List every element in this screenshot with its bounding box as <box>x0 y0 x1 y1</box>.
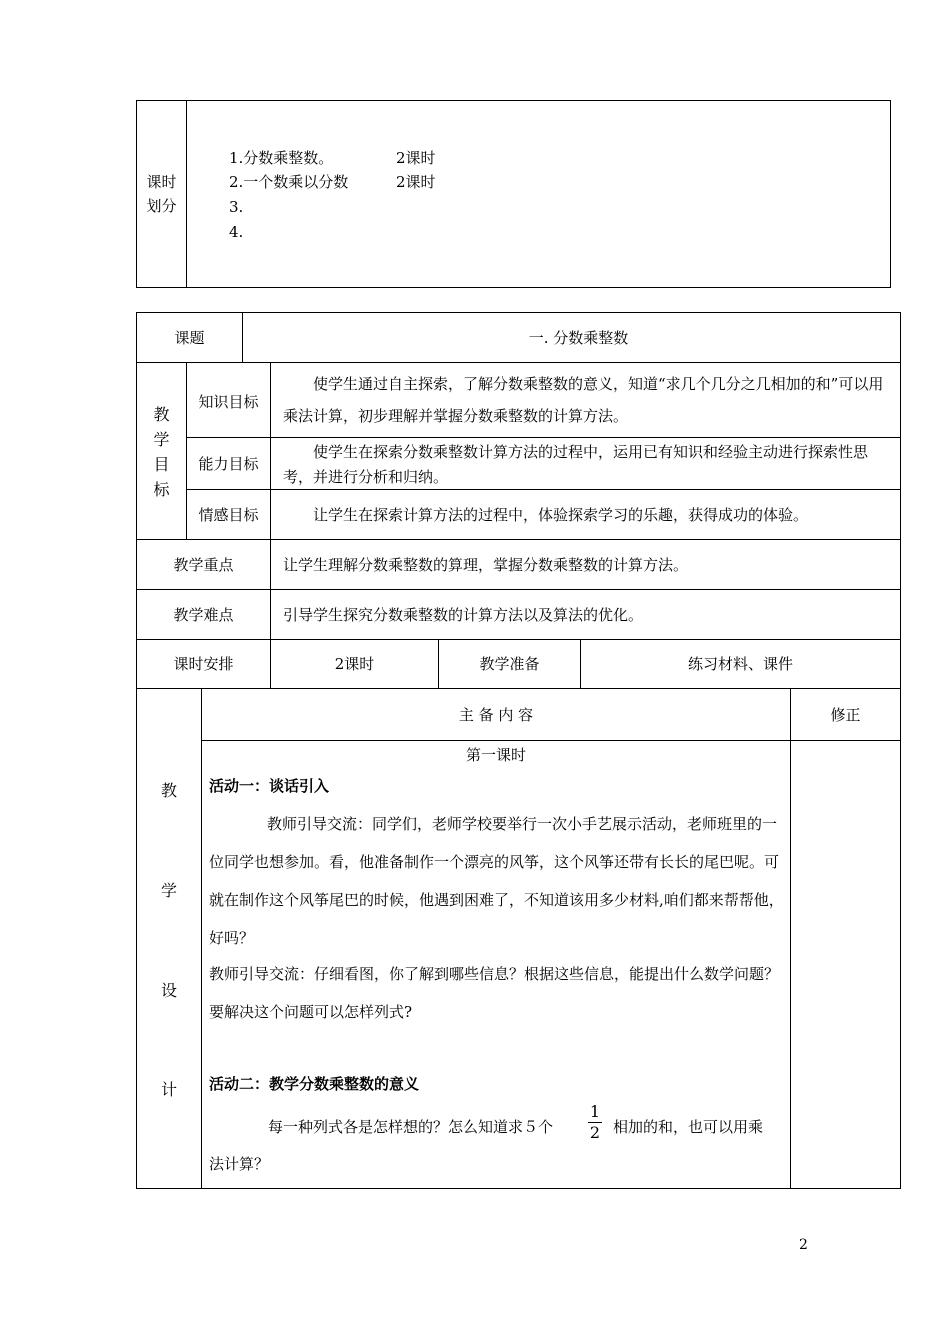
course-item-1: 1.分数乘整数。 <box>229 149 334 167</box>
topic-value: 一. 分数乘整数 <box>528 329 629 347</box>
emotion-objective-text: 让学生在探索计算方法的过程中，体验探索学习的乐趣，获得成功的体验。 <box>313 506 809 524</box>
prep-label: 教学准备 <box>479 655 540 673</box>
session-title: 第一课时 <box>465 746 526 764</box>
course-item-1-hours: 2课时 <box>396 149 436 167</box>
topic-label: 课题 <box>174 329 205 347</box>
activity-1-paragraph-1: 教师引导交流：同学们，老师学校要举行一次小手艺展示活动，老师班里的一位同学也想参加。看，他准备制作一个漂亮的风筝，这个风筝还带有长长的尾巴呢。可就在制作这个风筝尾巴的时候，他遇到困难了，不知道该用多少材料,咱们都来帮帮他，好吗？ <box>209 815 784 947</box>
activity-2-question-start: 每一种列式各是怎样想的？怎么知道求５个 <box>268 1118 554 1136</box>
activity-1-title: 活动一：谈话引入 <box>209 777 330 795</box>
course-division-table <box>136 100 891 288</box>
ability-objective-label: 能力目标 <box>198 455 259 473</box>
activity-2-question-line-2: 法计算？ <box>209 1155 270 1173</box>
fraction-denominator: 2 <box>589 1123 601 1142</box>
revise-header: 修正 <box>830 706 861 724</box>
key-point-text: 让学生理解分数乘整数的算理，掌握分数乘整数的计算方法。 <box>283 556 689 574</box>
prep-value: 练习材料、课件 <box>687 655 793 673</box>
one-half-fraction <box>588 1103 602 1142</box>
course-item-4: 4. <box>229 223 244 241</box>
ability-objective-text: 使学生在探索分数乘整数计算方法的过程中，运用已有知识和经验主动进行探索性思考，并进行分析和归纳。 <box>283 443 869 486</box>
activity-2-title: 活动二：教学分数乘整数的意义 <box>209 1075 420 1093</box>
schedule-label: 课时安排 <box>173 655 234 673</box>
course-item-3: 3. <box>229 198 244 216</box>
design-side-char-1: 教 <box>160 781 177 800</box>
course-division-label: 课时 划分 <box>146 173 177 215</box>
design-side-char-4: 计 <box>160 1080 177 1099</box>
course-item-2: 2.一个数乘以分数 <box>229 173 349 191</box>
objectives-label: 教 学 目 标 <box>153 405 170 499</box>
activity-2-question-end: 相加的和，也可以用乘 <box>613 1118 764 1136</box>
activity-1-paragraph-2: 教师引导交流：仔细看图，你了解到哪些信息？根据这些信息，能提出什么数学问题？要解决这个问题可以怎样列式? <box>209 965 780 1021</box>
difficulty-text: 引导学生探究分数乘整数的计算方法以及算法的优化。 <box>283 606 644 624</box>
emotion-objective-label: 情感目标 <box>198 506 259 524</box>
schedule-value: 2课时 <box>334 655 375 673</box>
key-point-label: 教学重点 <box>173 556 234 574</box>
knowledge-objective-text: 使学生通过自主探索，了解分数乘整数的意义，知道“求几个几分之几相加的和”可以用乘法计算，初步理解并掌握分数乘整数的计算方法。 <box>283 375 884 425</box>
main-content-header: 主 备 内 容 <box>458 706 534 724</box>
course-item-2-hours: 2课时 <box>396 173 436 191</box>
difficulty-label: 教学难点 <box>173 606 234 624</box>
fraction-numerator: 1 <box>589 1102 601 1121</box>
design-side-char-3: 设 <box>160 981 177 1000</box>
page-number: 2 <box>799 1237 808 1253</box>
knowledge-objective-label: 知识目标 <box>198 393 259 411</box>
design-side-char-2: 学 <box>160 881 177 900</box>
